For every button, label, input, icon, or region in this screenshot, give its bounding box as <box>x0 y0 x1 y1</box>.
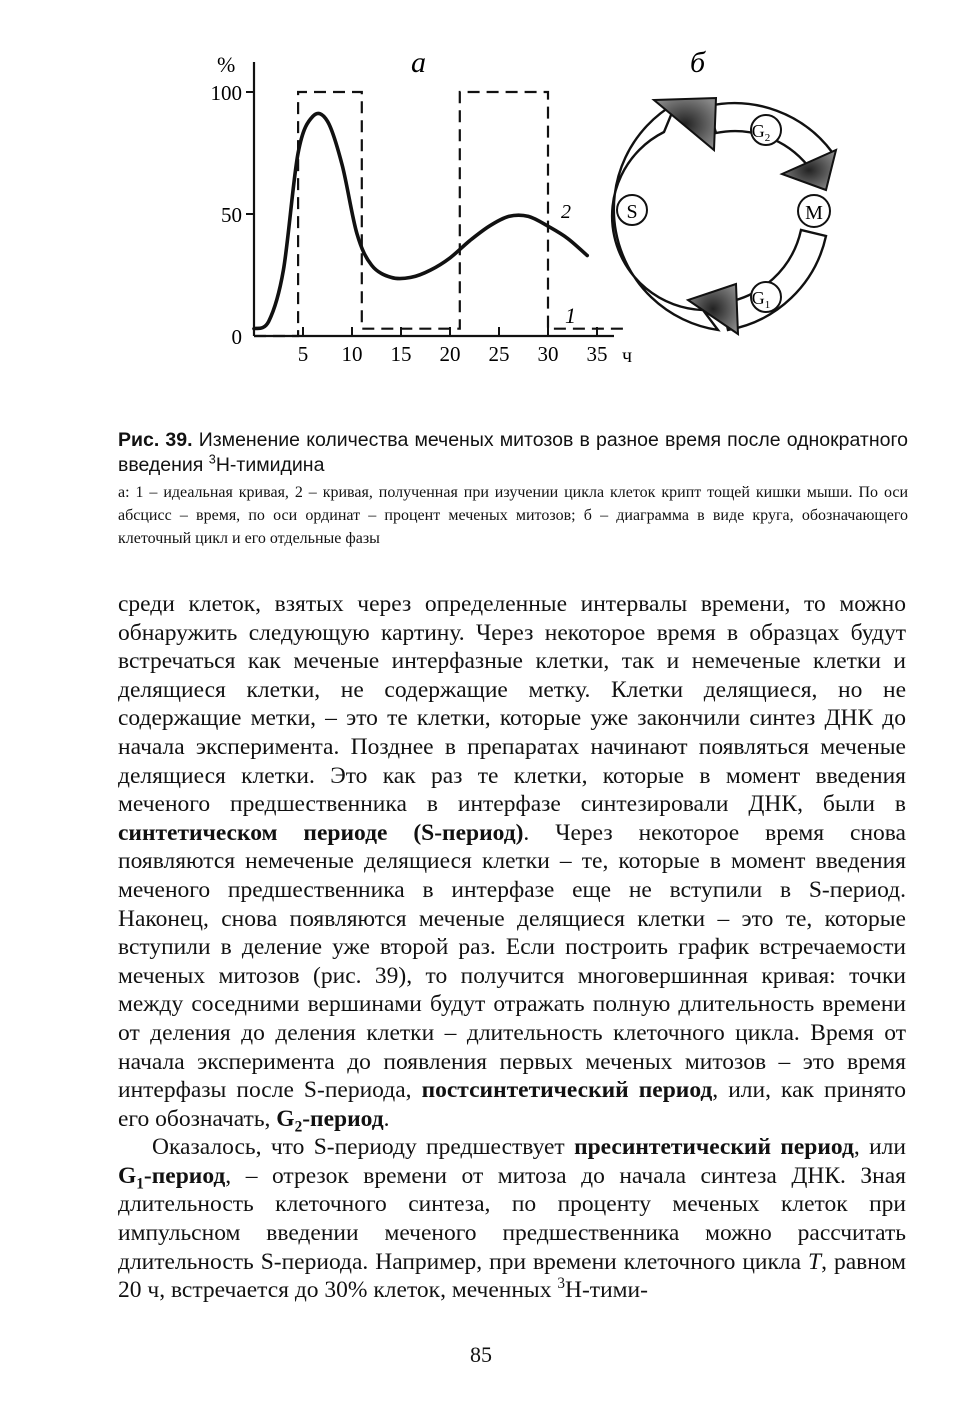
x-tick-label: 30 <box>537 342 559 366</box>
y-tick-label: 100 <box>210 81 242 105</box>
y-tick-label: 0 <box>231 325 242 349</box>
figure-caption <box>118 428 908 550</box>
x-ticks <box>298 327 608 366</box>
body-text <box>118 590 906 1305</box>
phase-s-label: S <box>626 201 638 223</box>
phase-g2-label: $G_2$ <box>751 121 771 144</box>
panel-a-label: а <box>411 46 426 79</box>
panel-b-label: б <box>690 46 706 79</box>
caption-fig-ref: Рис. 39. <box>118 429 193 451</box>
x-tick-label: 35 <box>586 342 608 366</box>
phase-m-label: M <box>805 202 823 224</box>
caption-title <box>118 428 908 478</box>
x-tick-label: 5 <box>297 342 309 366</box>
caption-title-text: Изменение количества меченых митозов в разное время после однократного введения <box>118 429 908 476</box>
y-axis-unit: % <box>217 52 236 77</box>
x-tick-label: 15 <box>390 342 412 366</box>
chart-axes <box>254 62 614 336</box>
curve-2-label: 2 <box>561 201 571 223</box>
phase-g1-label: $G_1$ <box>751 288 771 311</box>
x-tick-label: 10 <box>341 342 363 366</box>
x-axis-unit: ч <box>622 345 633 367</box>
y-tick-label: 50 <box>221 203 242 227</box>
curve-1-label: 1 <box>565 303 576 328</box>
caption-description: а: 1 – идеальная кривая, 2 – кривая, полученная при изучении цикла клеток крипт тощей кишки мыши. По оси абсцисс – время, по оси ординат – процент меченых митозов; б – диаграмма в виде круга, обозначающего клеточный цикл и его отдельные фазы <box>118 484 908 547</box>
paragraph-1: среди клеток, взятых через определенные интервалы времени, то можно обнаружить следующую картину. Через некоторое время в образцах будут встречаться как меченые интерфазные клетки, так и немеченые клетки и делящиеся клетки, не содержащие метку. Клетки делящиеся, но не содержащие метки, – это те клетки, которые уже закончили синтез ДНК до начала эксперимента. Позднее в препаратах начинают появляться меченые делящиеся клетки. Это как раз те клетки, которые в момент введения меченого предшественника в интерфазе синтезировали ДНК, были в синтетическом периоде (S-период). Через некоторое время снова появляются немеченые делящиеся клетки – те, которые в момент введения меченого предшественника в интерфазе еще не вступили в S-период. Наконец, снова появляются меченые делящиеся клетки – это те, которые вступили в деление уже второй раз. Если построить график встречаемости меченых митозов (рис. 39), то получится многовершинная кривая: точки между соседними вершинами будут отражать полную длительность времени от деления до деления клетки – длительность клеточного цикла. Время от начала эксперимента до появления первых меченых митозов – это время интерфазы после S-периода, постсинтетический период, или, как принято его обозначать, $G_2$-период. <box>118 591 906 1136</box>
figure-svg <box>0 0 962 400</box>
page-number: 85 <box>470 1342 492 1367</box>
paragraph-2: Оказалось, что S-периоду предшествует пресинтетический период, или $G_1$-период, – отрезок времени от митоза до начала синтеза ДНК. Зная длительность клеточного синтеза, по проценту меченых клеток при импульсном введении меченого предшественника можно рассчитать длительность S-периода. Например, при времени клеточного цикла T, равном 20 ч, встречается до 30% клеток, меченных $^3$Н-тими- <box>118 1134 907 1304</box>
figure-39 <box>0 0 962 400</box>
y-ticks <box>211 81 255 349</box>
caption-title-text-2: Н-тимидина <box>215 454 325 476</box>
curve-2-observed <box>254 113 587 328</box>
caption-sup: 3 <box>208 452 216 467</box>
x-tick-label: 25 <box>488 342 510 366</box>
cell-cycle-diagram <box>612 98 836 334</box>
x-tick-label: 20 <box>439 342 461 366</box>
